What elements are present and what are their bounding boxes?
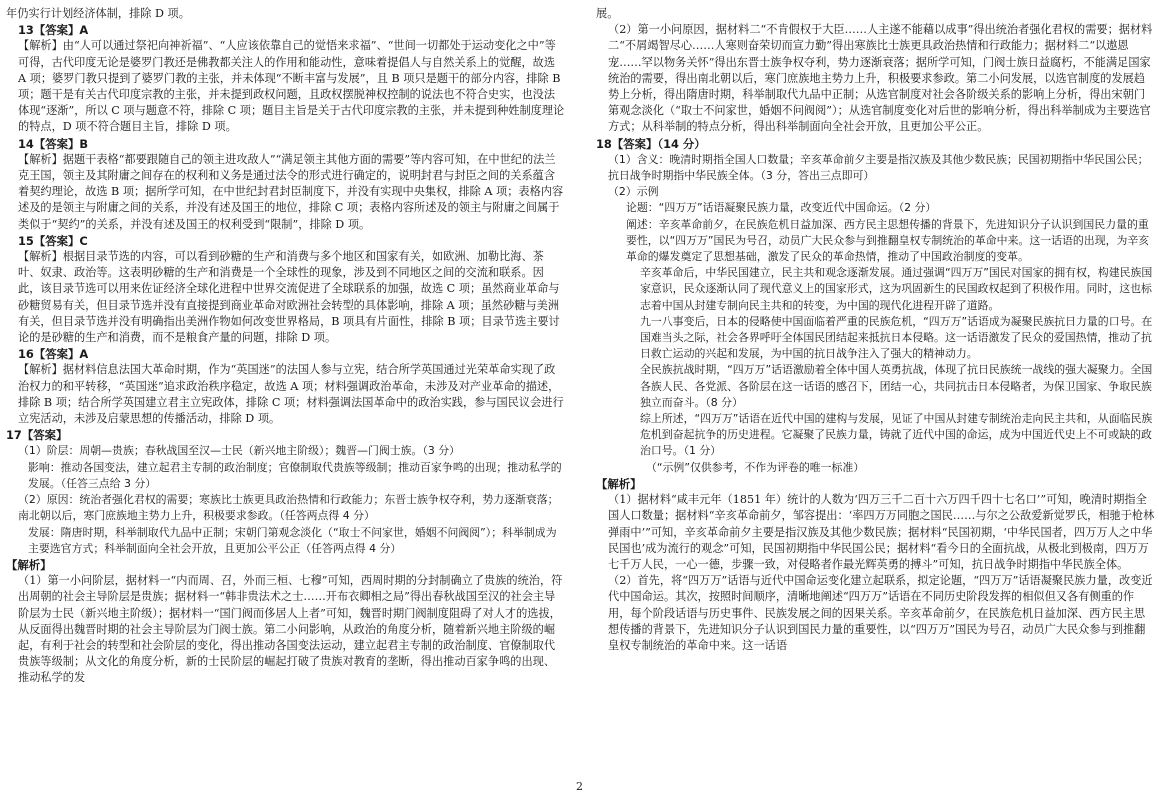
paragraph: 【解析】由“人可以通过祭祀向神祈福”、“人应该依靠自己的觉悟来求福”、“世间一切都处于运动变化之中”等可得，古代印度无论是婆罗门教还是佛教都关注人的作用和能动性，意味着提倡人与自然关系上的觉醒，故选 A 项；婆罗门教只提到了婆罗门教的主张，并未体现“不断丰富与发展”，且 B 项只是题干的部分内容，排除 B 项；题干是有关古代印度宗教的主张，并未提到政权问题，且政权摆脱神权控制的说法也不符合史实，也没法体现“逐渐”，所以 C 项与题意不符，排除 C 项；题目主旨是关于古代印度宗教的主张，并未提到种姓制度理论的特点，D 项不符合题目主旨，排除 D 项。 xyxy=(18,39,565,134)
section-heading: 【解析】 xyxy=(6,557,52,572)
section-heading: 【解析】 xyxy=(596,476,642,491)
section-heading: 16【答案】A xyxy=(18,347,89,362)
paragraph: （1）阶层：周朝—贵族；春秋战国至汉—士民（新兴地主阶级）；魏晋—门阀士族。（3 分） xyxy=(18,444,461,458)
paragraph: （2）第一小问原因，据材料二“不肯假权于大臣……人主遂不能藉以成事”得出统治者强化君权的需要；据材料二“不屑竭智尽心……人寒则奋荣切而宣力勤”得出寒族比士族更具政治热情和行政能力；据材料二“以遨恩宠……罕以物务关怀”得出东晋士族争权夺利，势力逐渐衰落；据所学可知，门阀士族日益腐朽，不能满足国家统治的需要，得出南北朝以后，寒门庶族地主势力上升，积极要求参政。第二小问发展，以选官制度的发展趋势上分析，得出隋唐时期，科举制取代九品中正制；从选官制度对社会各阶级关系的影响上分析，得出宋朝门第观念淡化（“取士不问家世，婚姻不问阀阅”）；从选官制度变化对后世的影响分析，得出科举制成为主要选官方式；从科举制的特点分析，得出科举制面向全社会开放，且更加公平公正。 xyxy=(608,23,1153,134)
section-heading: 15【答案】C xyxy=(18,233,88,248)
paragraph: （1）含义：晚清时期指全国人口数量；辛亥革命前夕主要是指汉族及其他少数民族；民国初期指中华民国公民；抗日战争时期指中华民族全体。（3 分，答出三点即可） xyxy=(608,152,1149,183)
page-number: 2 xyxy=(576,780,583,793)
paragraph: 全民族抗战时期，“四万万”话语激励着全体中国人英勇抗战，体现了抗日民族统一战线的强大凝聚力。全国各族人民、各党派、各阶层在这一话语的感召下，团结一心，共同抗击日本侵略者，为保卫国家、争取民族独立而奋斗。（8 分） xyxy=(640,363,1153,409)
paragraph: （“示例”仅供参考，不作为评卷的唯一标准） xyxy=(646,460,865,474)
paragraph: （1）第一小问阶层，据材料一“内而周、召，外而三桓、七穆”可知，西周时期的分封制确立了贵族的统治，符出周朝的社会主导阶层是贵族；据材料一“韩非贵法术之士……开布衣卿相之局”得出春秋战国至汉的社会主导阶层为士民（新兴地主阶级）；据材料一“国门阀而侈居人上者”可知，魏晋时期门阀制度阻碍了对人才的选拔，从反面得出魏晋时期的社会主导阶层为门阀士族。第二小问影响，从政治的角度分析，随着新兴地主阶级的崛起，有利于社会的转型和社会阶层的变化，得出推动各国变法运动，建立起君主专制的政治制度、官僚制取代贵族等级制；从文化的角度分析，新的士民阶层的崛起打破了贵族对教育的垄断，得出推动百家争鸣的出现、推动私学的发 xyxy=(18,574,563,685)
paragraph: 【解析】据材料信息法国大革命时期，作为“英国迷”的法国人参与立宪，结合所学英国通过光荣革命实现了政治权力的和平转移，“英国迷”追求政治秩序稳定，故选 A 项；材料强调政治革命，未涉及对产业革命的描述，排除 B 项；结合所学英国建立君主立宪政体，排除 C 项；材料强调法国革命中的政治实践，参与国民议会进行立宪活动，未涉及启蒙思想的传播活动，排除 D 项。 xyxy=(18,363,564,426)
paragraph: 【解析】根据目录节选的内容，可以看到砂糖的生产和消费与多个地区和国家有关，如欧洲、加勒比海、茶叶、奴隶、政治等。这表明砂糖的生产和消费是一个全球性的现象，涉及到不同地区之间的交流和联系。因此，该目录节选可以用来佐证经济全球化进程中世界交流促进了全球联系的加强，故选 C 项；虽然商业革命与砂糖贸易有关，但目录节选并没有直接提到商业革命对欧洲社会转型的具体影响，排除 A 项；虽然砂糖与美洲有关，但目录节选并没有明确指出美洲作物如何改变世界格局，B 项具有片面性，排除 B 项；目录节选主要讨论的是砂糖的生产和消费，而不是粮食产量的问题，排除 D 项。 xyxy=(18,250,560,345)
section-heading: 14【答案】B xyxy=(18,136,89,151)
section-heading: 13【答案】A xyxy=(18,23,89,38)
paragraph: （2）示例 xyxy=(608,185,659,199)
paragraph: 年仍实行计划经济体制，排除 D 项。 xyxy=(6,7,190,20)
paragraph: 九一八事变后，日本的侵略使中国面临着严重的民族危机，“四万万”话语成为凝聚民族抗日力量的口号。在国难当头之际，社会各界呼吁全体国民团结起来抵抗日本侵略。这一话语激发了民众的爱国热情，推动了抗日救亡运动的兴起和发展，为中国的抗日战争注入了强大的精神动力。 xyxy=(640,314,1153,361)
paragraph: 论题：“四万万”话语凝聚民族力量，改变近代中国命运。（2 分） xyxy=(626,201,937,215)
left-column xyxy=(6,6,566,776)
paragraph: 展。 xyxy=(596,7,619,20)
paragraph: （2）原因：统治者强化君权的需要；寒族比士族更具政治热情和行政能力；东晋士族争权夺利，势力逐渐衰落；南北朝以后，寒门庶族地主势力上升，积极要求参政。（任答两点得 4 分） xyxy=(18,493,559,523)
paragraph: （1）据材料“咸丰元年（1851 年）统计的人数为‘四万三千二百十六万四千四十七名口’”可知，晚清时期指全国人口数量；据材料“辛亥革命前夕，邹容提出：‘率四万万同胞之国民……与尔之公敌爱新觉罗氏，相驰于枪林弹雨中’”可知，辛亥革命前夕主要是指汉族及其他少数民族；据材料“民国初期，‘中华民国者，四万万人之中华民国也’成为流行的观念”可知，民国初期指中华民国公民；据材料“看今日的全面抗战，从极北到极南，四万万七千万人民，一心一德，步骤一致，对侵略者作最光辉英勇的搏斗”可知，抗日战争时期指中华民族全体。 xyxy=(608,493,1155,571)
section-heading: 18【答案】（14 分） xyxy=(596,136,706,151)
paragraph: 阐述：辛亥革命前夕，在民族危机日益加深、西方民主思想传播的背景下，先进知识分子认识到国民力量的重要性，以“四万万”国民为号召，动员广大民众参与到推翻皇权专制统治的革命中来。这一话语的出现，为辛亥革命的爆发奠定了思想基础，激发了民众的革命热情，推动了中国政治制度的变革。 xyxy=(626,217,1150,264)
paragraph: 【解析】据题干表格“都要跟随自己的领主进攻敌人”“满足领主其他方面的需要”等内容可知，在中世纪的法兰克王国，领主及其附庸之间存在的权利和义务是通过法令的形式进行确定的，说明封君与封臣之间的关系蕴含着契约理论，故选 B 项；据所学可知，在中世纪封君封臣制度下，并没有实现中央集权，排除 A 项；表格内容述及的是领主与附庸之间的关系，并没有述及国王的地位，排除 C 项；表格内容所述及的领主与附庸之间属于类似于“契约”的关系，并没有述及国王的权利受到“限制”，排除 D 项。 xyxy=(18,152,564,231)
paragraph: 发展：隋唐时期，科举制取代九品中正制；宋朝门第观念淡化（“取士不问家世，婚姻不问阀阅”）；科举制成为主要选官方式；科举制面向全社会开放，且更加公平公正（任答两点得 4 分） xyxy=(28,525,557,555)
paragraph: 辛亥革命后，中华民国建立，民主共和观念逐渐发展。通过强调“四万万”国民对国家的拥有权，构建民族国家意识，民众逐渐认同了现代意义上的国家形式，这为巩固新生的民国政权起到了积极作用。同时，这也标志着中国从封建专制向民主共和的转变，为中国的现代化进程开辟了道路。 xyxy=(640,266,1153,312)
paragraph: 综上所述，“四万万”话语在近代中国的建构与发展，见证了中国从封建专制统治走向民主共和，从面临民族危机到奋起抗争的历史进程。它凝聚了民族力量，铸就了近代中国的命运，成为中国近代史上不可或缺的政治口号。（1 分） xyxy=(640,412,1153,458)
paragraph: 影响：推动各国变法，建立起君主专制的政治制度；官僚制取代贵族等级制；推动百家争鸣的出现；推动私学的发展。（任答三点给 3 分） xyxy=(28,460,562,490)
section-heading: 17【答案】 xyxy=(6,428,68,443)
paragraph: （2）首先，将“四万万”话语与近代中国命运变化建立起联系，拟定论题，“四万万”话语凝聚民族力量，改变近代中国命运。其次，按照时间顺序，清晰地阐述“四万万”话语在不同历史阶段发挥的相似但又各有侧重的作用，每个阶段话语与历史事件、民族发展之间的因果关系。辛亥革命前夕，在民族危机日益加深、西方民主思想传播的背景下，先进知识分子认识到国民力量的重要性，以“四万万”国民为号召，动员广大民众参与到推翻皇权专制统治的革命中来。这一话语 xyxy=(608,574,1153,652)
right-column xyxy=(596,6,1156,776)
